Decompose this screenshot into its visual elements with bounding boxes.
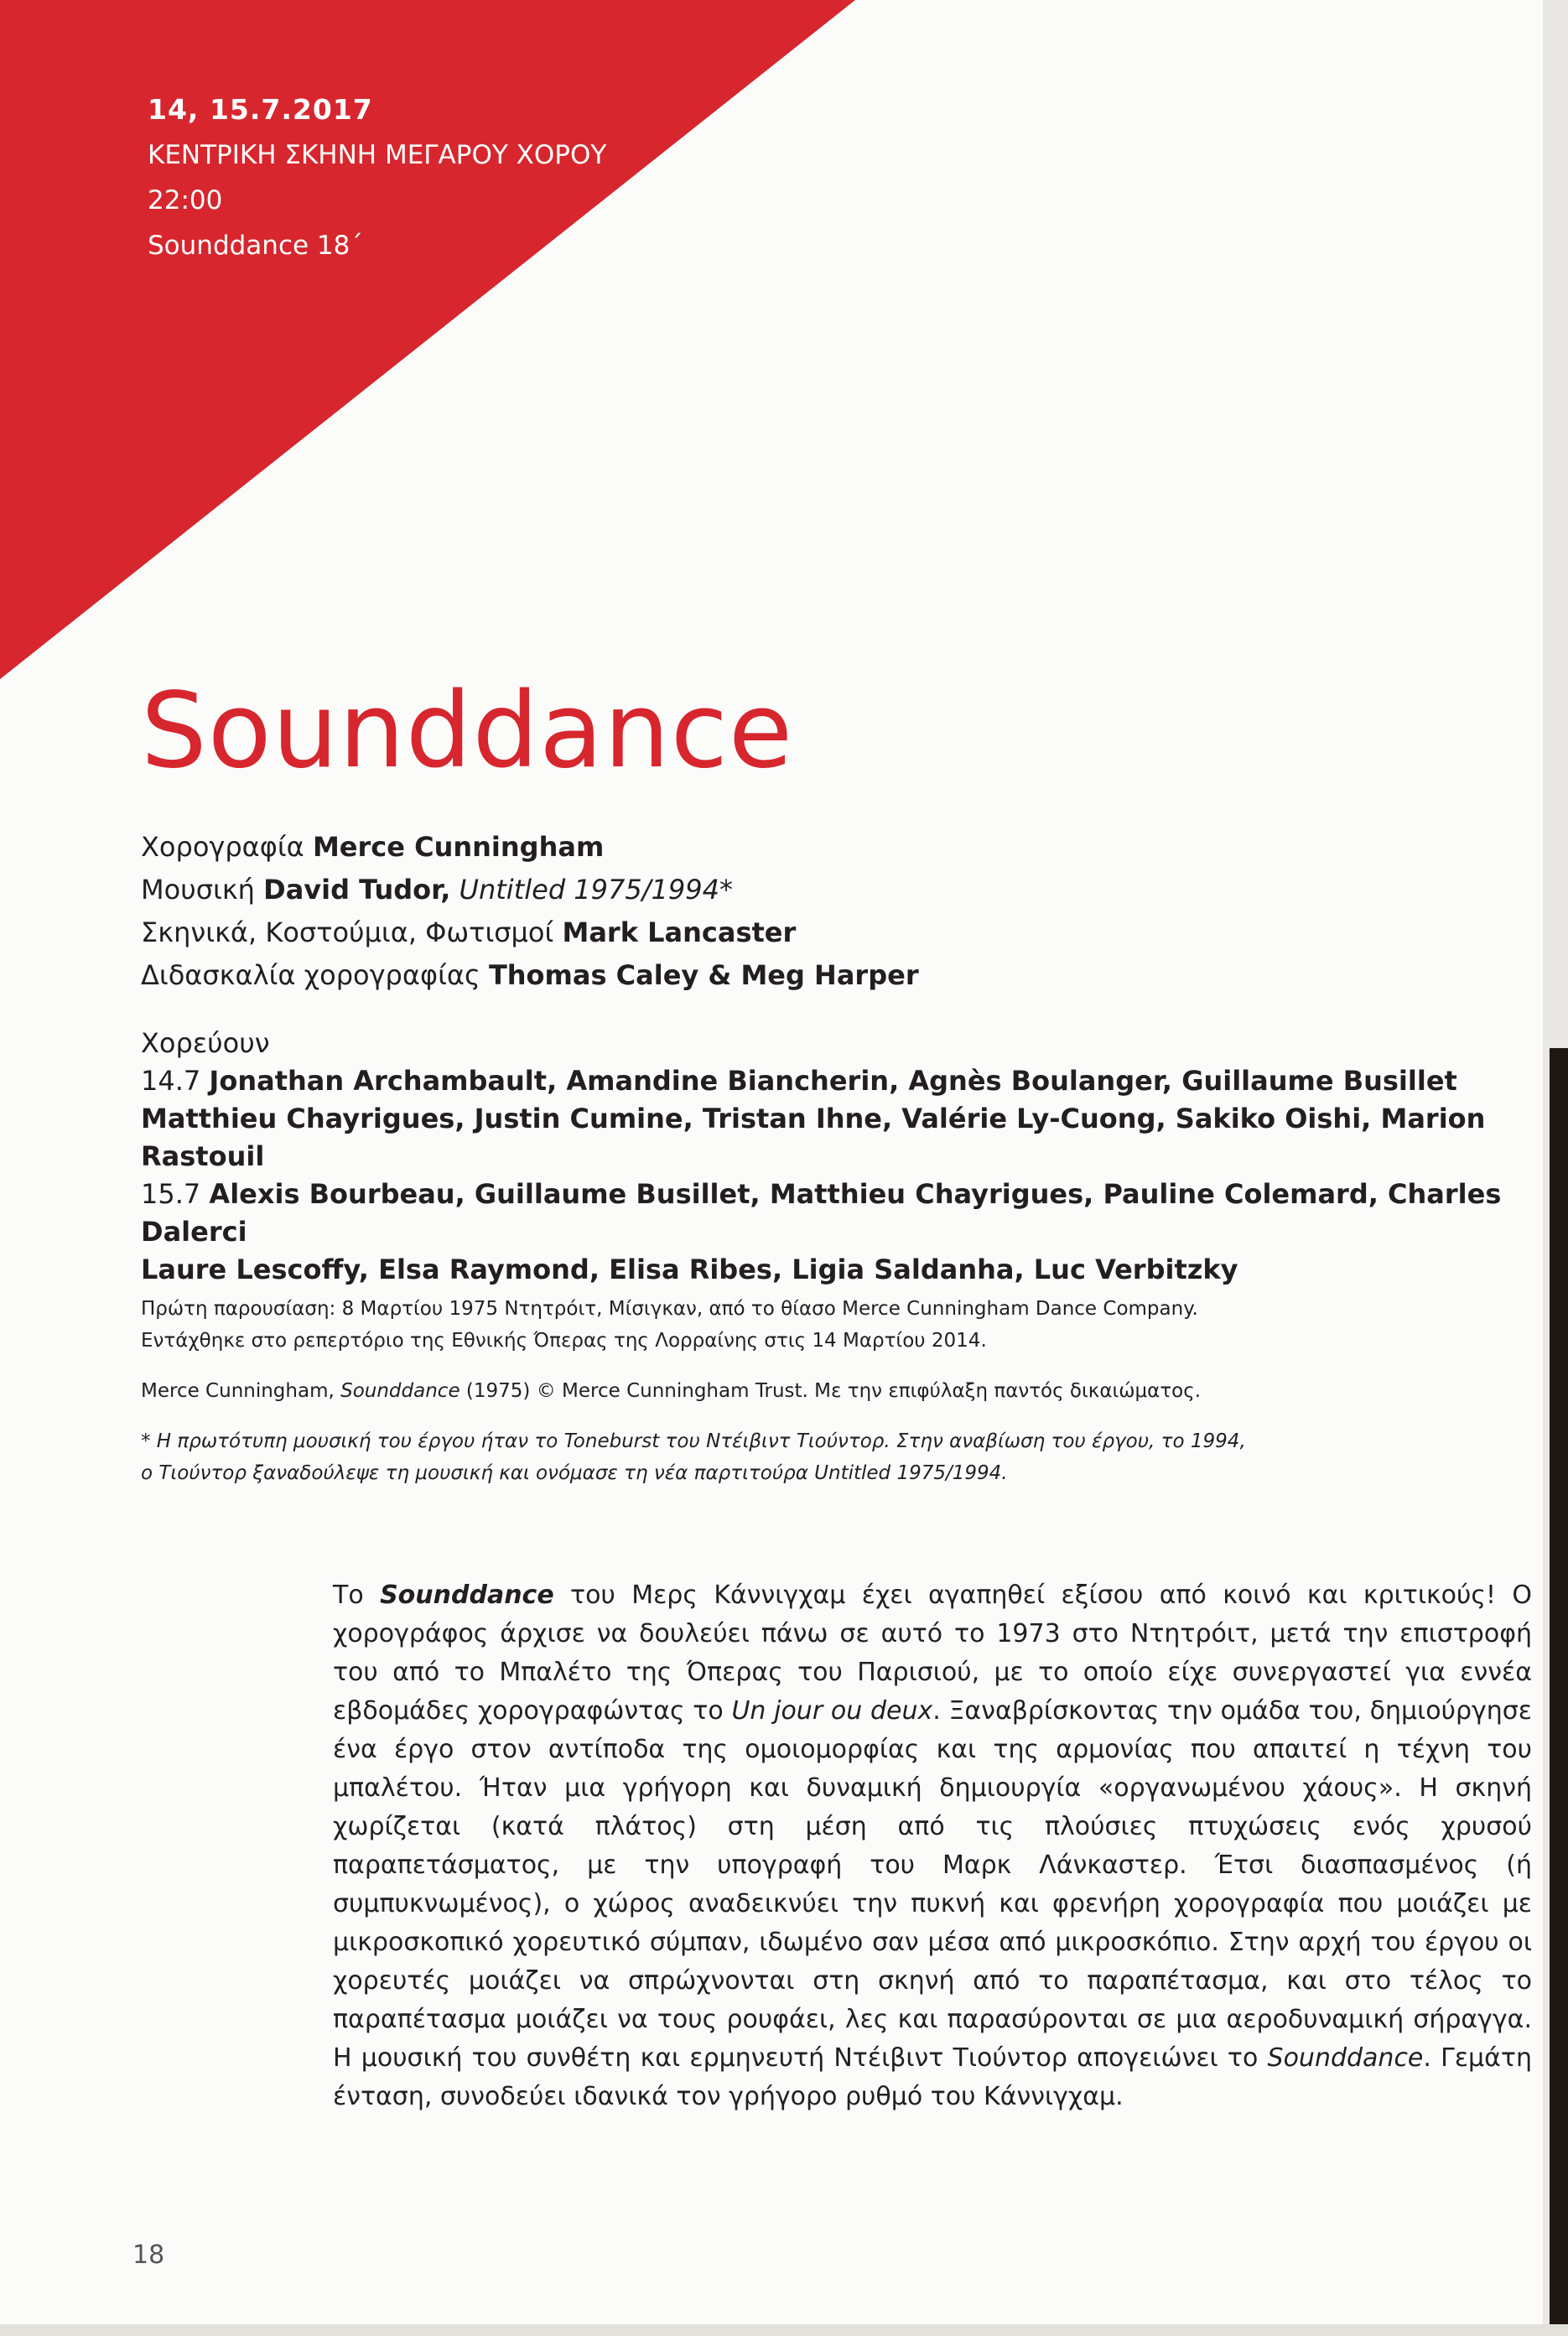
credit-design: Σκηνικά, Κοστούμια, Φωτισμοί Mark Lancaster <box>141 916 797 948</box>
page-bottom-edge <box>0 2324 1568 2336</box>
cast-1-line-1: 14.7 Jonathan Archambault, Amandine Biancherin, Agnès Boulanger, Guillaume Busillet <box>141 1065 1457 1097</box>
performance-venue: ΚΕΝΤΡΙΚΗ ΣΚΗΝΗ ΜΕΓΑΡΟΥ ΧΟΡΟΥ <box>148 140 607 170</box>
premiere-note-2: Εντάχθηκε στο ρεπερτόριο της Εθνικής Όπερας της Λορραίνης στις 14 Μαρτίου 2014. <box>141 1330 987 1352</box>
credit-staging: Διδασκαλία χορογραφίας Thomas Caley & Meg Harper <box>141 959 919 991</box>
performance-date: 14, 15.7.2017 <box>148 93 373 126</box>
page-number: 18 <box>132 2240 165 2270</box>
cast-2-line-1: 15.7 Alexis Bourbeau, Guillaume Busillet, Matthieu Chayrigues, Pauline Colemard, Charles Dalerci <box>141 1178 1502 1248</box>
footnote-line-2: ο Τιούντορ ξαναδούλεψε τη μουσική και ονόμασε τη νέα παρτιτούρα Untitled 1975/1994. <box>141 1462 1008 1484</box>
premiere-note-1: Πρώτη παρουσίαση: 8 Μαρτίου 1975 Ντητρόιτ, Μίσιγκαν, από το θίασο Merce Cunningham Dance Company. <box>141 1298 1198 1320</box>
copyright-note: Merce Cunningham, Sounddance (1975) © Merce Cunningham Trust. Με την επιφύλαξη παντός δικαιώματος. <box>141 1380 1202 1402</box>
footnote-line-1: * Η πρωτότυπη μουσική του έργου ήταν το Toneburst του Ντέιβιντ Τιούντορ. Στην αναβίωση του έργου, το 1994, <box>141 1430 1246 1452</box>
performance-duration: Sounddance 18΄ <box>148 231 363 261</box>
credit-music: Μουσική David Tudor, Untitled 1975/1994* <box>141 874 733 906</box>
cast-list <box>141 1025 1568 1289</box>
production-notes <box>141 1293 1399 1489</box>
description-paragraph: Το Sounddance του Μερς Κάννιγχαμ έχει αγαπηθεί εξίσου από κοινό και κριτικούς! Ο χορογράφος άρχισε να δουλεύει πάνω σε αυτό το 1973 στο Ντητρόιτ, μετά την επιστροφή του από το Μπαλέτο της Όπερας του Παρισιού, με το οποίο είχε συνεργαστεί για εννέα εβδομάδες χορογραφώντας το Un jour ou deux. Ξαναβρίσκοντας την ομάδα του, δημιούργησε ένα έργο στον αντίποδα της ομοιομορφίας και της αρμονίας που απαιτεί η τέχνη του μπαλέτου. Ήταν μια γρήγορη και δυναμική δημιουργία «οργανωμένου χάους». Η σκηνή χωρίζεται (κατά πλάτος) στη μέση από τις πλούσιες πτυχώσεις ενός χρυσού παραπετάσματος, με την υπογραφή του Μαρκ Λάνκαστερ. Έτσι διασπασμένος (ή συμπυκνωμένος), ο χώρος αναδεικνύει την πυκνή και φρενήρη χορογραφία που μοιάζει με μικροσκοπικό χορευτικό σύμπαν, ιδωμένο σαν μέσα από μικροσκόπιο. Στην αρχή του έργου οι χορευτές μοιάζει να σπρώχνονται στη σκηνή από το παραπέτασμα, και στο τέλος το παραπέτασμα μοιάζει να τους ρουφάει, λες και παρασύρονται σε μια αεροδυναμική σήραγγα. Η μουσική του συνθέτη και ερμηνευτή Ντέιβιντ Τιούντορ απογειώνει το Sounddance. Γεμάτη ένταση, συνοδεύει ιδανικά τον γρήγορο ρυθμό του Κάννιγχαμ. <box>333 1581 1533 2111</box>
cast-1-line-2: Matthieu Chayrigues, Justin Cumine, Tristan Ihne, Valérie Ly-Cuong, Sakiko Oishi, Marion Rastouil <box>141 1103 1486 1172</box>
performance-time: 22:00 <box>148 185 223 215</box>
work-title: Sounddance <box>141 671 794 792</box>
credits <box>141 826 919 997</box>
cast-label: Χορεύουν <box>141 1027 270 1059</box>
cast-2-line-2: Laure Lescoffy, Elsa Raymond, Elisa Ribes, Ligia Saldanha, Luc Verbitzky <box>141 1254 1238 1285</box>
performance-info <box>148 87 606 268</box>
credit-choreography: Χορογραφία Merce Cunningham <box>141 831 605 863</box>
